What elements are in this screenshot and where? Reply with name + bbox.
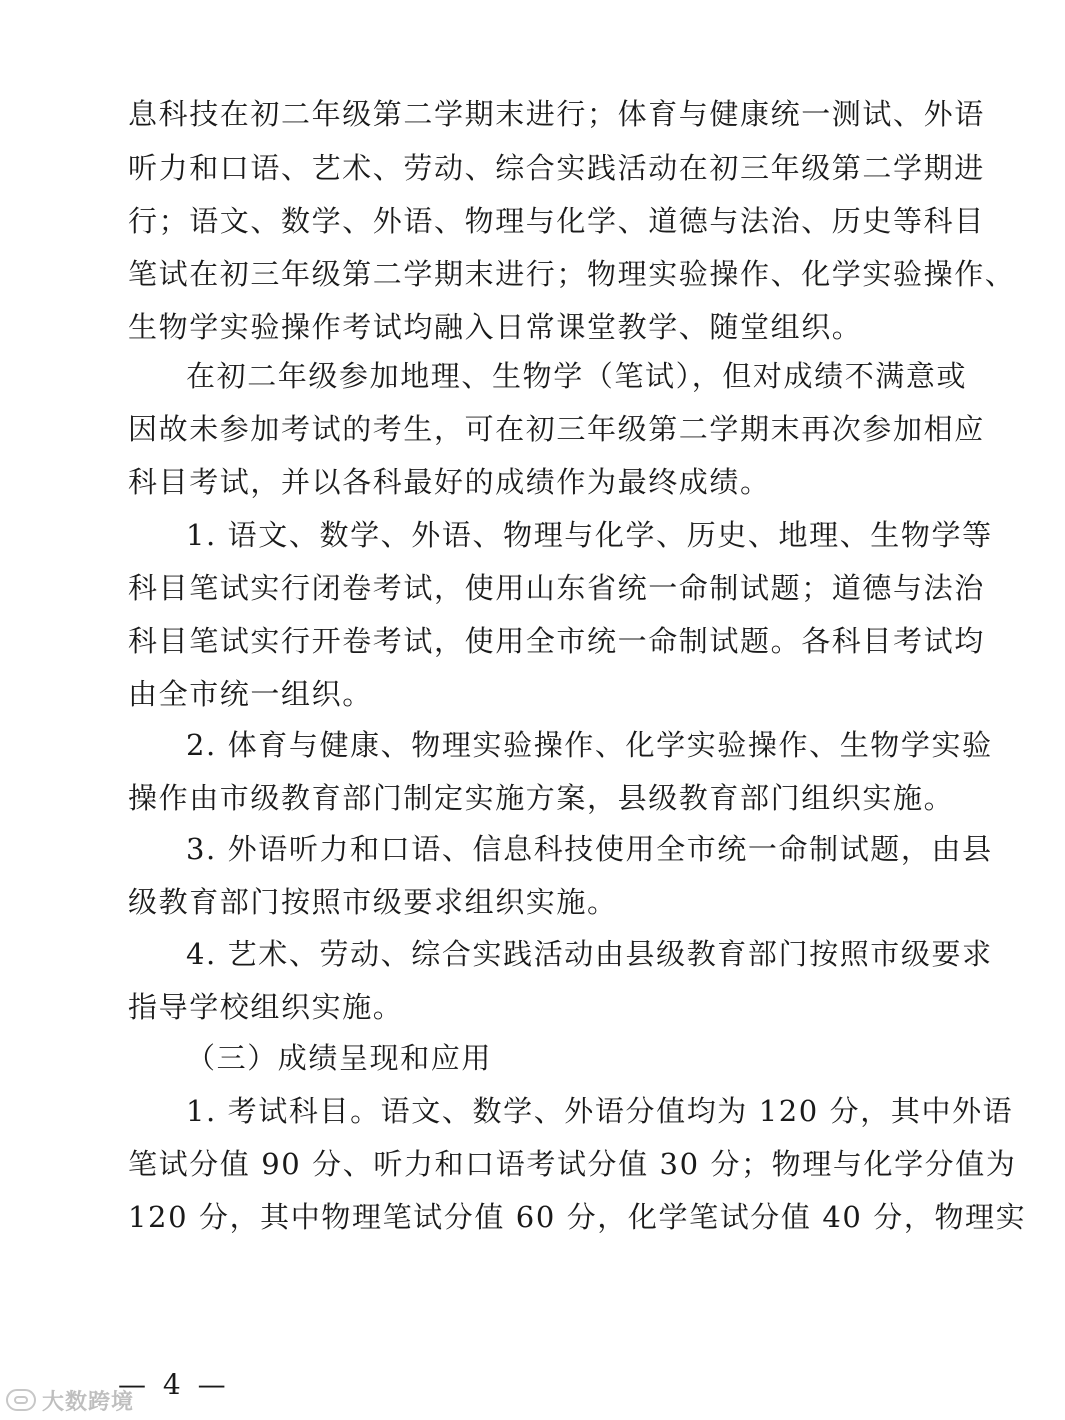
text-line-8: 科目考试，并以各科最好的成绩作为最终成绩。 bbox=[128, 465, 771, 499]
list-item-3-line: 3. 外语听力和口语、信息科技使用全市统一命制试题，由县 bbox=[186, 832, 993, 866]
text-line-4: 笔试在初三年级第二学期末进行；物理实验操作、化学实验操作、 bbox=[128, 257, 1016, 291]
text-line-14: 操作由市级教育部门制定实施方案，县级教育部门组织实施。 bbox=[128, 781, 955, 815]
page-number: — 4 — bbox=[118, 1368, 230, 1401]
text-line-3: 行；语文、数学、外语、物理与化学、道德与法治、历史等科目 bbox=[128, 204, 985, 238]
text-line-10: 科目笔试实行闭卷考试，使用山东省统一命制试题；道德与法治 bbox=[128, 571, 985, 605]
text-line-1: 息科技在初二年级第二学期末进行；体育与健康统一测试、外语 bbox=[128, 97, 985, 131]
text-line-22: 120 分，其中物理笔试分值 60 分，化学笔试分值 40 分，物理实 bbox=[128, 1200, 1027, 1234]
text-line-16: 级教育部门按照市级要求组织实施。 bbox=[128, 885, 618, 919]
text-line-12: 由全市统一组织。 bbox=[128, 677, 373, 711]
text-line-11: 科目笔试实行开卷考试，使用全市统一命制试题。各科目考试均 bbox=[128, 624, 985, 658]
text-line-7: 因故未参加考试的考生，可在初三年级第二学期末再次参加相应 bbox=[128, 412, 985, 446]
watermark-text: 大数跨境 bbox=[42, 1389, 135, 1415]
text-line-18: 指导学校组织实施。 bbox=[128, 990, 404, 1024]
paragraph-start-line: 在初二年级参加地理、生物学（笔试），但对成绩不满意或 bbox=[186, 359, 968, 393]
list-item-scores-line: 1. 考试科目。语文、数学、外语分值均为 120 分，其中外语 bbox=[186, 1094, 1014, 1128]
list-item-1-line: 1. 语文、数学、外语、物理与化学、历史、地理、生物学等 bbox=[186, 518, 993, 552]
watermark bbox=[6, 1384, 134, 1416]
text-line-21: 笔试分值 90 分、听力和口语考试分值 30 分；物理与化学分值为 bbox=[128, 1147, 1017, 1181]
list-item-2-line: 2. 体育与健康、物理实验操作、化学实验操作、生物学实验 bbox=[186, 728, 993, 762]
text-line-2: 听力和口语、艺术、劳动、综合实践活动在初三年级第二学期进 bbox=[128, 151, 985, 185]
watermark-logo-icon bbox=[6, 1389, 36, 1411]
section-heading: （三）成绩呈现和应用 bbox=[186, 1041, 493, 1075]
list-item-4-line: 4. 艺术、劳动、综合实践活动由县级教育部门按照市级要求 bbox=[186, 937, 993, 971]
text-line-5: 生物学实验操作考试均融入日常课堂教学、随堂组织。 bbox=[128, 310, 863, 344]
